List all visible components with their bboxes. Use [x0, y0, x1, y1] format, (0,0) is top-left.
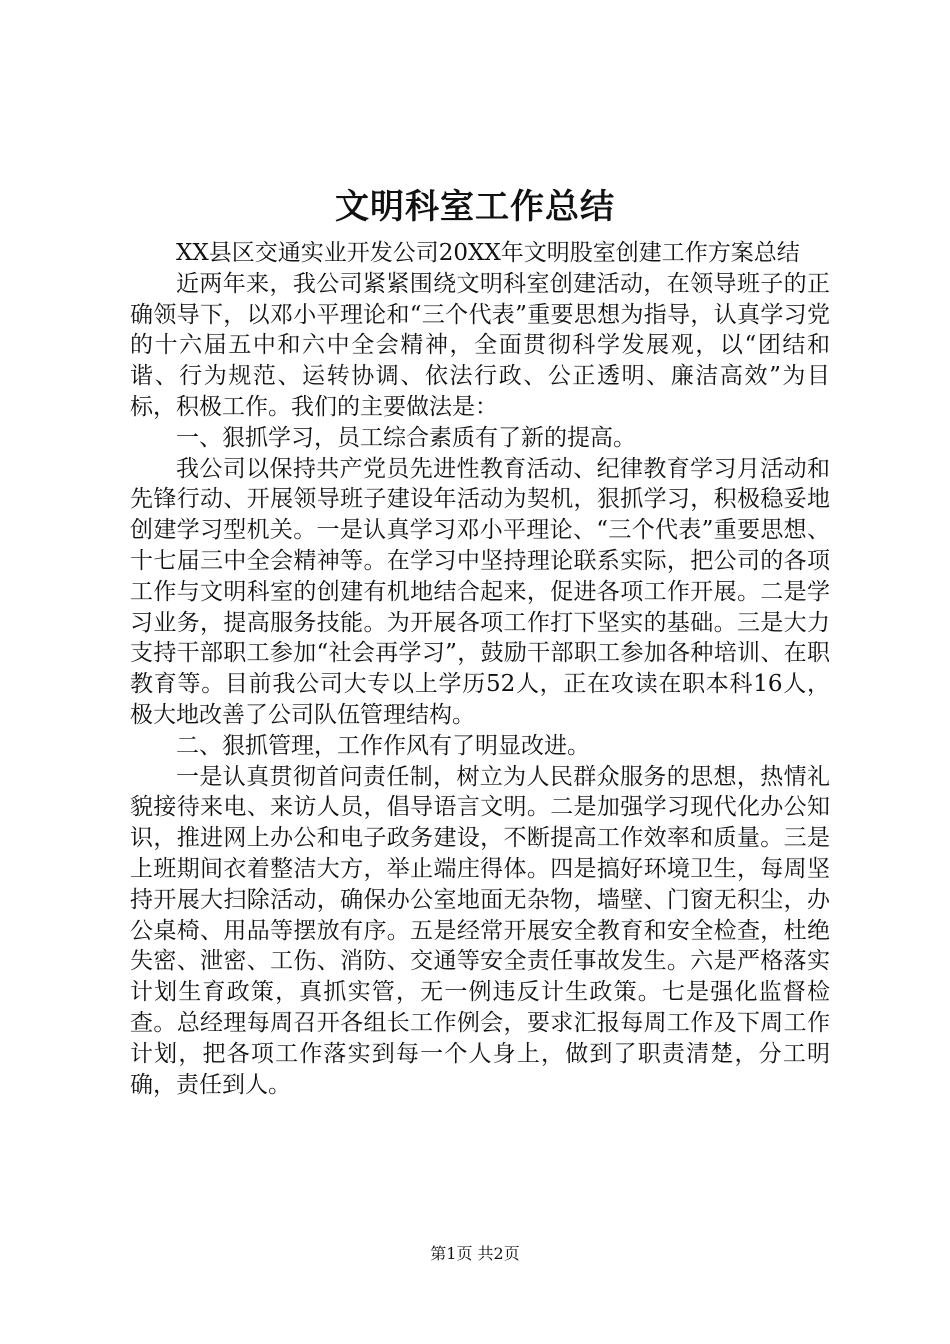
paragraph-study: 我公司以保持共产党员先进性教育活动、纪律教育学习月活动和先锋行动、开展领导班子建设年活动为契机，狠抓学习，积极稳妥地创建学习型机关。一是认真学习邓小平理论、“三个代表”重要思想、十七届三中全会精神等。在学习中坚持理论联系实际，把公司的各项工作与文明科室的创建有机地结合起来，促进各项工作开展。二是学习业务，提高服务技能。为开展各项工作打下坚实的基础。三是大力支持干部职工参加“社会再学习”，鼓励干部职工参加各种培训、在职教育等。目前我公司大专以上学历52人，正在攻读在职本科16人，极大地改善了公司队伍管理结构。: [130, 455, 830, 728]
page-number-footer: 第1页 共2页: [430, 1244, 520, 1263]
section-heading-management: 二、狠抓管理，工作作风有了明显改进。: [176, 732, 590, 759]
paragraph-subtitle: XX县区交通实业开发公司20XX年文明股室创建工作方案总结: [176, 240, 800, 266]
document-title: 文明科室工作总结: [335, 187, 615, 227]
section-heading-study: 一、狠抓学习，员工综合素质有了新的提高。: [176, 424, 636, 451]
paragraph-management: 一是认真贯彻首问责任制，树立为人民群众服务的思想，热情礼貌接待来电、来访人员，倡导语言文明。二是加强学习现代化办公知识，推进网上办公和电子政务建设，不断提高工作效率和质量。三是上班期间衣着整洁大方，举止端庄得体。四是搞好环境卫生，每周坚持开展大扫除活动，确保办公室地面无杂物，墙壁、门窗无积尘，办公桌椅、用品等摆放有序。五是经常开展安全教育和安全检查，杜绝失密、泄密、工伤、消防、交通等安全责任事故发生。六是严格落实计划生育政策，真抓实管，无一例违反计生政策。七是强化监督检查。总经理每周召开各组长工作例会，要求汇报每周工作及下周工作计划，把各项工作落实到每一个人身上，做到了职责清楚，分工明确，责任到人。: [130, 763, 830, 1098]
paragraph-intro: 近两年来，我公司紧紧围绕文明科室创建活动，在领导班子的正确领导下，以邓小平理论和“三个代表”重要思想为指导，认真学习党的十六届五中和六中全会精神，全面贯彻科学发展观，以“团结和谐、行为规范、运转协调、依法行政、公正透明、廉洁高效”为目标，积极工作。我们的主要做法是：: [130, 270, 830, 420]
document-body: [130, 238, 830, 1100]
